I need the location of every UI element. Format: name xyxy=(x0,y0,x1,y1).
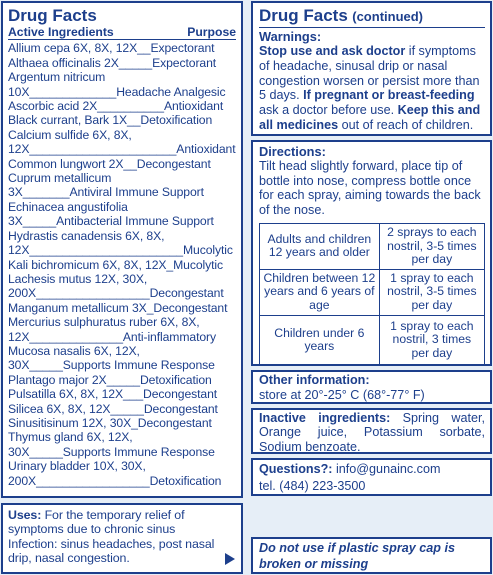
warning-emphasis: Keep this and all medicines xyxy=(259,103,481,132)
questions-label: Questions?: xyxy=(259,462,333,476)
title-divider xyxy=(259,27,485,28)
directions-text: Tilt head slightly forward, place tip of bottle into nose, compress bottle once for each spray, aiming towards the back of the nose. xyxy=(259,159,481,217)
purpose-label: Purpose xyxy=(187,25,236,39)
dosage-row xyxy=(260,224,485,269)
ingredient-line: 12X_______________________Mucolytic xyxy=(8,243,233,258)
ingredient-line: 3X_______Antiviral Immune Support xyxy=(8,185,204,200)
dosage-who: Children between 12 years and 6 years of age xyxy=(260,269,380,315)
uses-line-1: symptoms due to chronic sinus xyxy=(8,522,176,537)
questions-email[interactable]: info@gunainc.com xyxy=(335,462,441,476)
right-title: Drug Facts xyxy=(259,6,348,25)
dosage-table xyxy=(259,223,485,365)
ingredient-line: Mercurius sulphuratus ruber 6X, 8X, xyxy=(8,315,200,330)
other-info-label: Other information: xyxy=(259,373,370,387)
ingredient-line: 12X______________________Antioxidant xyxy=(8,142,236,157)
warnings-panel xyxy=(251,1,492,136)
drug-facts-left-panel xyxy=(1,1,243,498)
ingredient-list xyxy=(8,41,236,488)
dosage-row xyxy=(260,315,485,365)
questions-panel xyxy=(251,458,492,496)
ingredient-line: Kali bichromicum 6X, 8X, 12X_Mucolytic xyxy=(8,257,223,272)
ingredient-line: Common lungwort 2X__Decongestant xyxy=(8,156,211,171)
warnings-text xyxy=(259,44,485,133)
ingredient-line: Silicea 6X, 8X, 12X_____Decongestant xyxy=(8,401,218,416)
ingredient-line: Black currant, Bark 1X__Detoxification xyxy=(8,113,213,128)
ingredient-line: Calcium sulfide 6X, 8X, xyxy=(8,127,132,142)
ingredient-line: 3X_____Antibacterial Immune Support xyxy=(8,214,214,229)
inactive-text: Spring water, Orange juice, Potassium sorbate, Sodium benzoate. xyxy=(259,411,485,454)
inactive-ingredients-panel xyxy=(251,408,492,454)
warning-text: out of reach of children. xyxy=(338,117,474,132)
ingredient-line: Mucosa nasalis 6X, 12X, xyxy=(8,343,140,358)
ingredient-line: 200X_________________Decongestant xyxy=(8,286,224,301)
warning-text: if symptoms of headache, sinusal drip or nasal congestion worsen or persist more than 5 days. xyxy=(259,44,480,103)
questions-phone: tel. (484) 223-3500 xyxy=(259,479,366,493)
ingredient-line: 30X_____Supports Immune Response xyxy=(8,358,215,373)
ingredient-line: Manganum metallicum 3X_Decongestant xyxy=(8,300,228,315)
ingredient-line: 10X_____________Headache Analgesic xyxy=(8,84,226,99)
dosage-amount: 2 sprays to each nostril, 3-5 times per day xyxy=(379,224,484,269)
dosage-row xyxy=(260,269,485,315)
ingredient-line: Argentum nitricum xyxy=(8,70,106,85)
ingredient-line: Pulsatilla 6X, 8X, 12X___Decongestant xyxy=(8,387,218,402)
dosage-who: Adults and children 12 years and older xyxy=(260,224,380,269)
uses-panel xyxy=(1,503,243,574)
warning-text: ask a doctor before use. xyxy=(259,103,398,118)
ingredient-line: Allium cepa 6X, 8X, 12X__Expectorant xyxy=(8,41,215,56)
warning-emphasis: Stop use and ask doctor xyxy=(259,44,406,58)
ingredient-line: Sinusitisinum 12X, 30X_Decongestant xyxy=(8,415,212,430)
dosage-amount: 1 spray to each nostril, 3 times per day xyxy=(379,315,484,365)
triangle-right-icon xyxy=(225,553,235,565)
notice-text: Do not use if plastic spray cap is broken or missing xyxy=(259,541,455,571)
uses-line-0 xyxy=(8,508,236,522)
active-ingredients-header xyxy=(8,25,236,40)
ingredient-line: 12X______________Anti-inflammatory xyxy=(8,329,216,344)
dosage-who: Children under 6 years xyxy=(260,315,380,365)
right-title-row xyxy=(259,6,485,26)
dosage-amount: 1 spray to each nostril, 3-5 times per day xyxy=(379,269,484,315)
warning-emphasis: If pregnant or breast-feeding xyxy=(303,88,475,103)
ingredient-line: Urinary bladder 10X, 30X, xyxy=(8,459,146,474)
ingredient-line: Ascorbic acid 2X__________Antioxidant xyxy=(8,99,224,114)
inactive-label: Inactive ingredients: xyxy=(259,411,391,425)
spray-cap-notice xyxy=(251,537,492,574)
ingredient-line: Plantago major 2X_____Detoxification xyxy=(8,372,212,387)
ingredient-line: 200X_________________Detoxification xyxy=(8,473,222,488)
directions-panel xyxy=(251,140,492,366)
other-info-text: store at 20°-25° C (68°-77° F) xyxy=(259,387,425,402)
ingredient-line: Lachesis mutus 12X, 30X, xyxy=(8,271,148,286)
warnings-label: Warnings: xyxy=(259,29,322,44)
ingredient-line: Echinacea angustifolia xyxy=(8,199,128,214)
uses-line-2: Infection: sinus headaches, post nasal xyxy=(8,536,215,551)
uses-text-0: For the temporary relief of xyxy=(44,508,185,522)
ingredient-line: Thymus gland 6X, 12X, xyxy=(8,430,133,445)
uses-label: Uses: xyxy=(8,508,42,522)
questions-line xyxy=(259,461,485,478)
ingredient-line: Cuprum metallicum xyxy=(8,171,112,186)
left-title: Drug Facts xyxy=(8,6,97,25)
uses-line-3: drip, nasal congestion. xyxy=(8,551,130,566)
right-title-suffix: (continued) xyxy=(352,9,424,24)
active-ingredients-label: Active Ingredients xyxy=(8,25,114,39)
ingredient-line: Althaea officinalis 2X_____Expectorant xyxy=(8,55,217,70)
ingredient-line: Hydrastis canadensis 6X, 8X, xyxy=(8,228,165,243)
ingredient-line: 30X_____Supports Immune Response xyxy=(8,444,215,459)
directions-label: Directions: xyxy=(259,144,326,159)
other-info-panel xyxy=(251,370,492,404)
